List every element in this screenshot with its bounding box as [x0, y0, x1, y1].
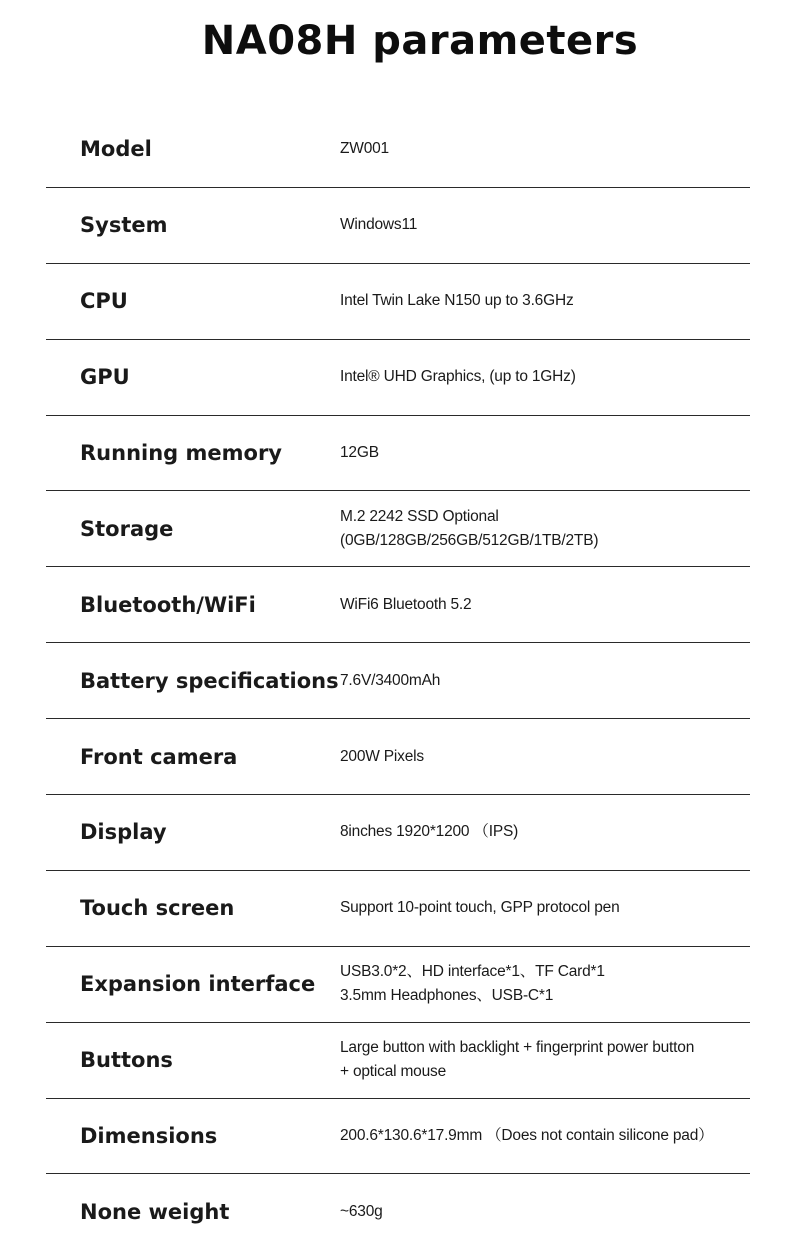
spec-row-buttons — [46, 1023, 750, 1099]
spec-value-line: 8inches 1920*1200 （IPS) — [340, 823, 519, 841]
spec-label: Expansion interface — [80, 972, 316, 997]
spec-row-gpu — [46, 340, 750, 416]
spec-label: Model — [80, 137, 152, 162]
spec-label: GPU — [80, 365, 130, 390]
spec-row-battery — [46, 643, 750, 719]
spec-value — [340, 137, 389, 161]
spec-value-line: Support 10-point touch, GPP protocol pen — [340, 899, 620, 917]
spec-value-line: USB3.0*2、HD interface*1、TF Card*1 — [340, 963, 605, 981]
spec-label: Display — [80, 820, 167, 845]
spec-value — [340, 745, 424, 769]
spec-row-system — [46, 188, 750, 264]
spec-row-front-camera — [46, 719, 750, 795]
spec-label: Running memory — [80, 441, 282, 465]
spec-value-line: ~630g — [340, 1203, 383, 1221]
spec-label: None weight — [80, 1200, 230, 1225]
spec-label: Bluetooth/WiFi — [80, 592, 256, 617]
spec-value-line: 12GB — [340, 444, 379, 461]
spec-value-line: Large button with backlight + fingerprint power button — [340, 1039, 695, 1057]
spec-label: System — [80, 213, 168, 238]
spec-row-cpu — [46, 264, 750, 340]
spec-value — [340, 289, 574, 313]
spec-value — [340, 1200, 383, 1224]
spec-row-display — [46, 795, 750, 871]
spec-value-line: M.2 2242 SSD Optional — [340, 507, 499, 525]
spec-value — [340, 960, 605, 1008]
spec-value — [340, 1036, 694, 1084]
spec-row-running-memory — [46, 416, 750, 492]
spec-label: Battery specifications — [80, 668, 339, 693]
spec-row-touch-screen — [46, 871, 750, 947]
spec-label: Touch screen — [80, 896, 235, 921]
spec-value-line: Intel Twin Lake N150 up to 3.6GHz — [340, 292, 574, 310]
spec-value — [340, 441, 379, 465]
spec-row-model — [46, 112, 750, 188]
spec-row-weight — [46, 1174, 750, 1250]
spec-value-line: WiFi6 Bluetooth 5.2 — [340, 595, 472, 613]
spec-value — [340, 669, 440, 693]
spec-value — [340, 213, 417, 237]
spec-value-line: Intel® UHD Graphics, (up to 1GHz) — [340, 368, 576, 386]
spec-value-line: ZW001 — [340, 140, 389, 158]
spec-value — [340, 1124, 713, 1148]
spec-row-expansion-interface — [46, 947, 750, 1023]
spec-value-line: (0GB/128GB/256GB/512GB/1TB/2TB) — [340, 531, 599, 549]
spec-value-line: + optical mouse — [340, 1063, 446, 1081]
spec-row-bluetooth-wifi — [46, 567, 750, 643]
spec-label: Dimensions — [80, 1124, 218, 1149]
spec-value — [340, 820, 518, 844]
spec-label: Buttons — [80, 1048, 173, 1073]
spec-value-line: 200W Pixels — [340, 747, 424, 765]
spec-value — [340, 593, 471, 617]
page-title: NA08H parameters — [201, 18, 639, 64]
spec-row-storage — [46, 491, 750, 567]
spec-label: Storage — [80, 516, 174, 541]
spec-label: CPU — [80, 289, 128, 314]
spec-table — [46, 112, 750, 1250]
spec-value — [340, 505, 598, 553]
spec-value — [340, 896, 620, 920]
spec-label: Front camera — [80, 744, 238, 769]
spec-value-line: 200.6*130.6*17.9mm （Does not contain silicone pad） — [340, 1127, 714, 1145]
spec-value-line: 3.5mm Headphones、USB-C*1 — [340, 987, 554, 1005]
spec-value-line: Windows11 — [340, 216, 418, 234]
spec-value — [340, 365, 576, 389]
spec-row-dimensions — [46, 1099, 750, 1175]
spec-value-line: 7.6V/3400mAh — [340, 671, 441, 689]
